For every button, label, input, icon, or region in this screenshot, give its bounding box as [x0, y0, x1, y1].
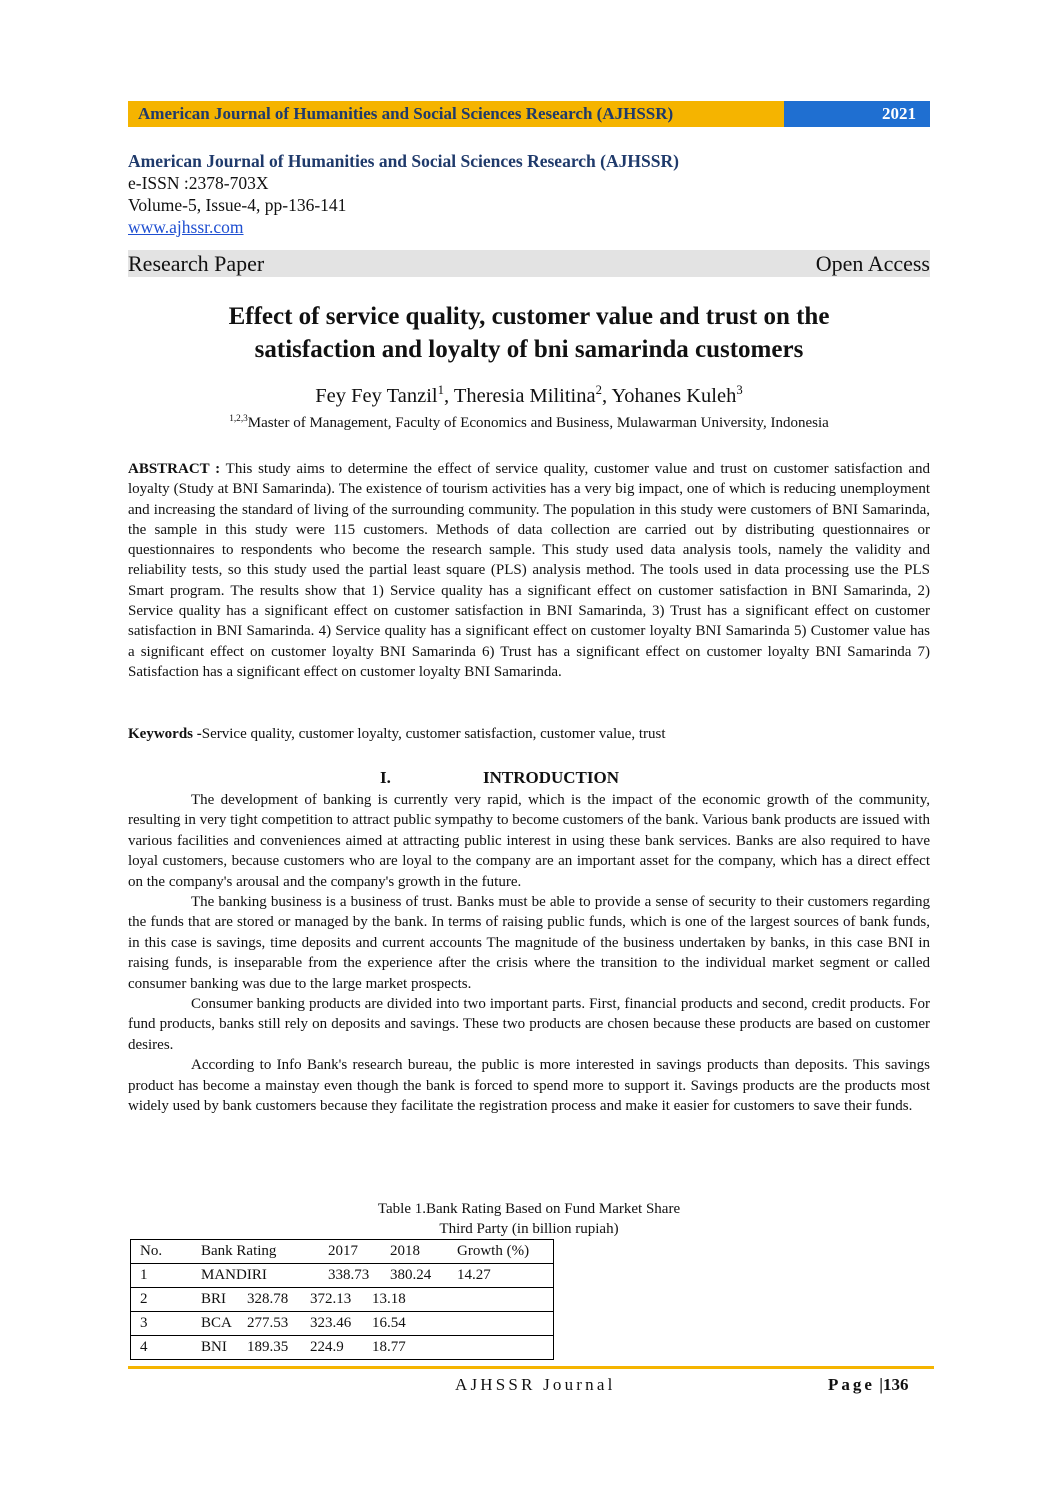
introduction-body	[128, 790, 930, 1117]
table-header-cell: Bank Rating	[201, 1243, 277, 1259]
table-cell: 372.13	[310, 1291, 352, 1307]
table-cell: 16.54	[372, 1315, 406, 1331]
journal-name: American Journal of Humanities and Social Sciences Research (AJHSSR)	[128, 151, 679, 171]
table-cell: 338.73	[328, 1267, 370, 1283]
table-header-row	[131, 1240, 554, 1264]
table-cell: MANDIRI	[201, 1267, 267, 1283]
footer-journal: AJHSSR Journal	[455, 1375, 616, 1394]
author-name: Fey Fey Tanzil	[315, 385, 438, 407]
table-cell: BNI	[201, 1339, 227, 1355]
author-separator: ,	[601, 385, 612, 407]
keywords-text: Service quality, customer loyalty, customer satisfaction, customer value, trust	[201, 726, 666, 742]
table-header-cell: No.	[131, 1240, 193, 1264]
table-cell: 1	[131, 1264, 193, 1288]
table-header-cell: Growth (%)	[457, 1243, 530, 1259]
author-separator: ,	[443, 385, 454, 407]
table-cell: 189.35	[247, 1339, 289, 1355]
keywords-label: Keywords -	[128, 726, 202, 742]
table-caption	[128, 1199, 930, 1239]
running-header-year: 2021	[784, 101, 930, 127]
table-cell: 328.78	[247, 1291, 289, 1307]
table-cell: 4	[131, 1336, 193, 1360]
affiliation	[128, 413, 930, 433]
table-row	[131, 1312, 554, 1336]
affiliation-text: Master of Management, Faculty of Economics and Business, Mulawarman University, Indonesia	[247, 415, 829, 431]
author-name: Yohanes Kuleh	[611, 385, 737, 407]
paper-type-bar	[128, 250, 930, 277]
author-affiliation-mark: 1	[437, 383, 444, 398]
table-cell: 2	[131, 1288, 193, 1312]
running-header-journal: American Journal of Humanities and Social Sciences Research (AJHSSR)	[128, 101, 784, 127]
journal-issn: e-ISSN :2378-703X	[128, 173, 269, 193]
paragraph: Consumer banking products are divided into two important parts. First, financial products and second, credit products. For fund products, banks still rely on deposits and savings. These two products are chosen because these products are based on customer desires.	[128, 996, 930, 1053]
footer-separator: |	[879, 1375, 883, 1394]
section-title: INTRODUCTION	[483, 768, 620, 787]
journal-info	[128, 150, 930, 238]
author-list	[128, 383, 930, 409]
table-cell: BRI	[201, 1291, 227, 1307]
paragraph: The development of banking is currently very rapid, which is the impact of the economic growth of the community, resulting in very tight competition to attract public sympathy to become customers of the bank. Various bank products are issued with various facilities and conveniences aimed at attracting public interest in using these bank services. Banks are also required to have loyal customers, because customers who are loyal to the company are an important asset for the company, which has a direct effect on the company's arousal and the company's growth in the future.	[128, 792, 930, 890]
footer-rule	[128, 1366, 934, 1369]
table-cell: 323.46	[310, 1315, 352, 1331]
access-type: Open Access	[815, 251, 930, 276]
table-header-cell: 2018	[390, 1243, 420, 1259]
table-row	[131, 1336, 554, 1360]
table-header-cell: 2017	[328, 1243, 358, 1259]
paper-title-line-1: Effect of service quality, customer value and trust on the	[228, 303, 830, 330]
table-cell: 14.27	[457, 1267, 491, 1283]
author-name: Theresia Militina	[453, 385, 596, 407]
table-cell: 380.24	[390, 1267, 432, 1283]
table-cell: BCA	[201, 1315, 232, 1331]
section-number: I.	[380, 768, 391, 787]
table-cell: 277.53	[247, 1315, 289, 1331]
paper-type: Research Paper	[128, 251, 265, 276]
affiliation-mark: 1,2,3	[229, 414, 248, 424]
author-affiliation-mark: 3	[736, 383, 743, 398]
keywords	[128, 724, 930, 744]
table-caption-line-1: Table 1.Bank Rating Based on Fund Market Share	[377, 1201, 681, 1217]
running-header	[128, 101, 930, 127]
abstract-text: This study aims to determine the effect of service quality, customer value and trust on customer satisfaction and loyalty (Study at BNI Samarinda). The existence of tourism activities has a very big impact, one of which is reducing unemployment and increasing the standard of living of the surrounding community. The population in this study were customers of BNI Samarinda, the sample in this study were 115 customers. Methods of data collection are carried out by distributing questionnaires or questionnaires to respondents who become the research sample. This study used data analysis tools, namely the validity and reliability tests, so this study used the partial least square (PLS) analysis method. The tools used in data processing use the PLS Smart program. The results show that 1) Service quality has a significant effect on customer satisfaction in BNI Samarinda, 2) Service quality has a significant effect on customer satisfaction in BNI Samarinda, 3) Trust has a significant effect on customer satisfaction in BNI Samarinda. 4) Service quality has a significant effect on customer loyalty BNI Samarinda 5) Customer value has a significant effect on customer loyalty BNI Samarinda 6) Trust has a significant effect on customer loyalty BNI Samarinda 7) Satisfaction has a significant effect on customer loyalty BNI Samarinda.	[128, 461, 930, 680]
bank-rating-table	[130, 1239, 554, 1360]
paragraph: According to Info Bank's research bureau, the public is more interested in savings products than deposits. This savings product has become a mainstay even though the bank is forced to spend more to support it. Savings products are the products most widely used by bank customers because they facilitate the registration process and make it easier for customers to save their funds.	[128, 1057, 930, 1115]
table-cell: 3	[131, 1312, 193, 1336]
paper-title-line-2: satisfaction and loyalty of bni samarinda customers	[254, 336, 804, 363]
abstract	[128, 459, 930, 682]
paragraph: The banking business is a business of trust. Banks must be able to provide a sense of security to their customers regarding the funds that are stored or managed by the bank. In terms of raising public funds, which is one of the largest sources of bank funds, in this case is savings, time deposits and current accounts The magnitude of the business undertaken by banks, in this case BNI in raising funds, is inseparable from the experience after the crisis where the transition to the individual market segment or called consumer banking was due to the large market prospects.	[128, 894, 930, 992]
author-affiliation-mark: 2	[595, 383, 602, 398]
table-cell: 18.77	[372, 1339, 406, 1355]
table-row	[131, 1288, 554, 1312]
table-caption-line-2: Third Party (in billion rupiah)	[439, 1221, 619, 1237]
abstract-label: ABSTRACT :	[128, 461, 221, 477]
footer-page-label: Page	[828, 1375, 875, 1394]
table-cell: 224.9	[310, 1339, 344, 1355]
table-cell: 13.18	[372, 1291, 406, 1307]
table-row	[131, 1264, 554, 1288]
footer-page	[828, 1375, 908, 1395]
paper-title	[128, 300, 930, 366]
journal-volume: Volume-5, Issue-4, pp-136-141	[128, 195, 347, 215]
journal-website-link[interactable]: www.ajhssr.com	[128, 217, 244, 237]
footer-page-number: 136	[882, 1375, 909, 1394]
